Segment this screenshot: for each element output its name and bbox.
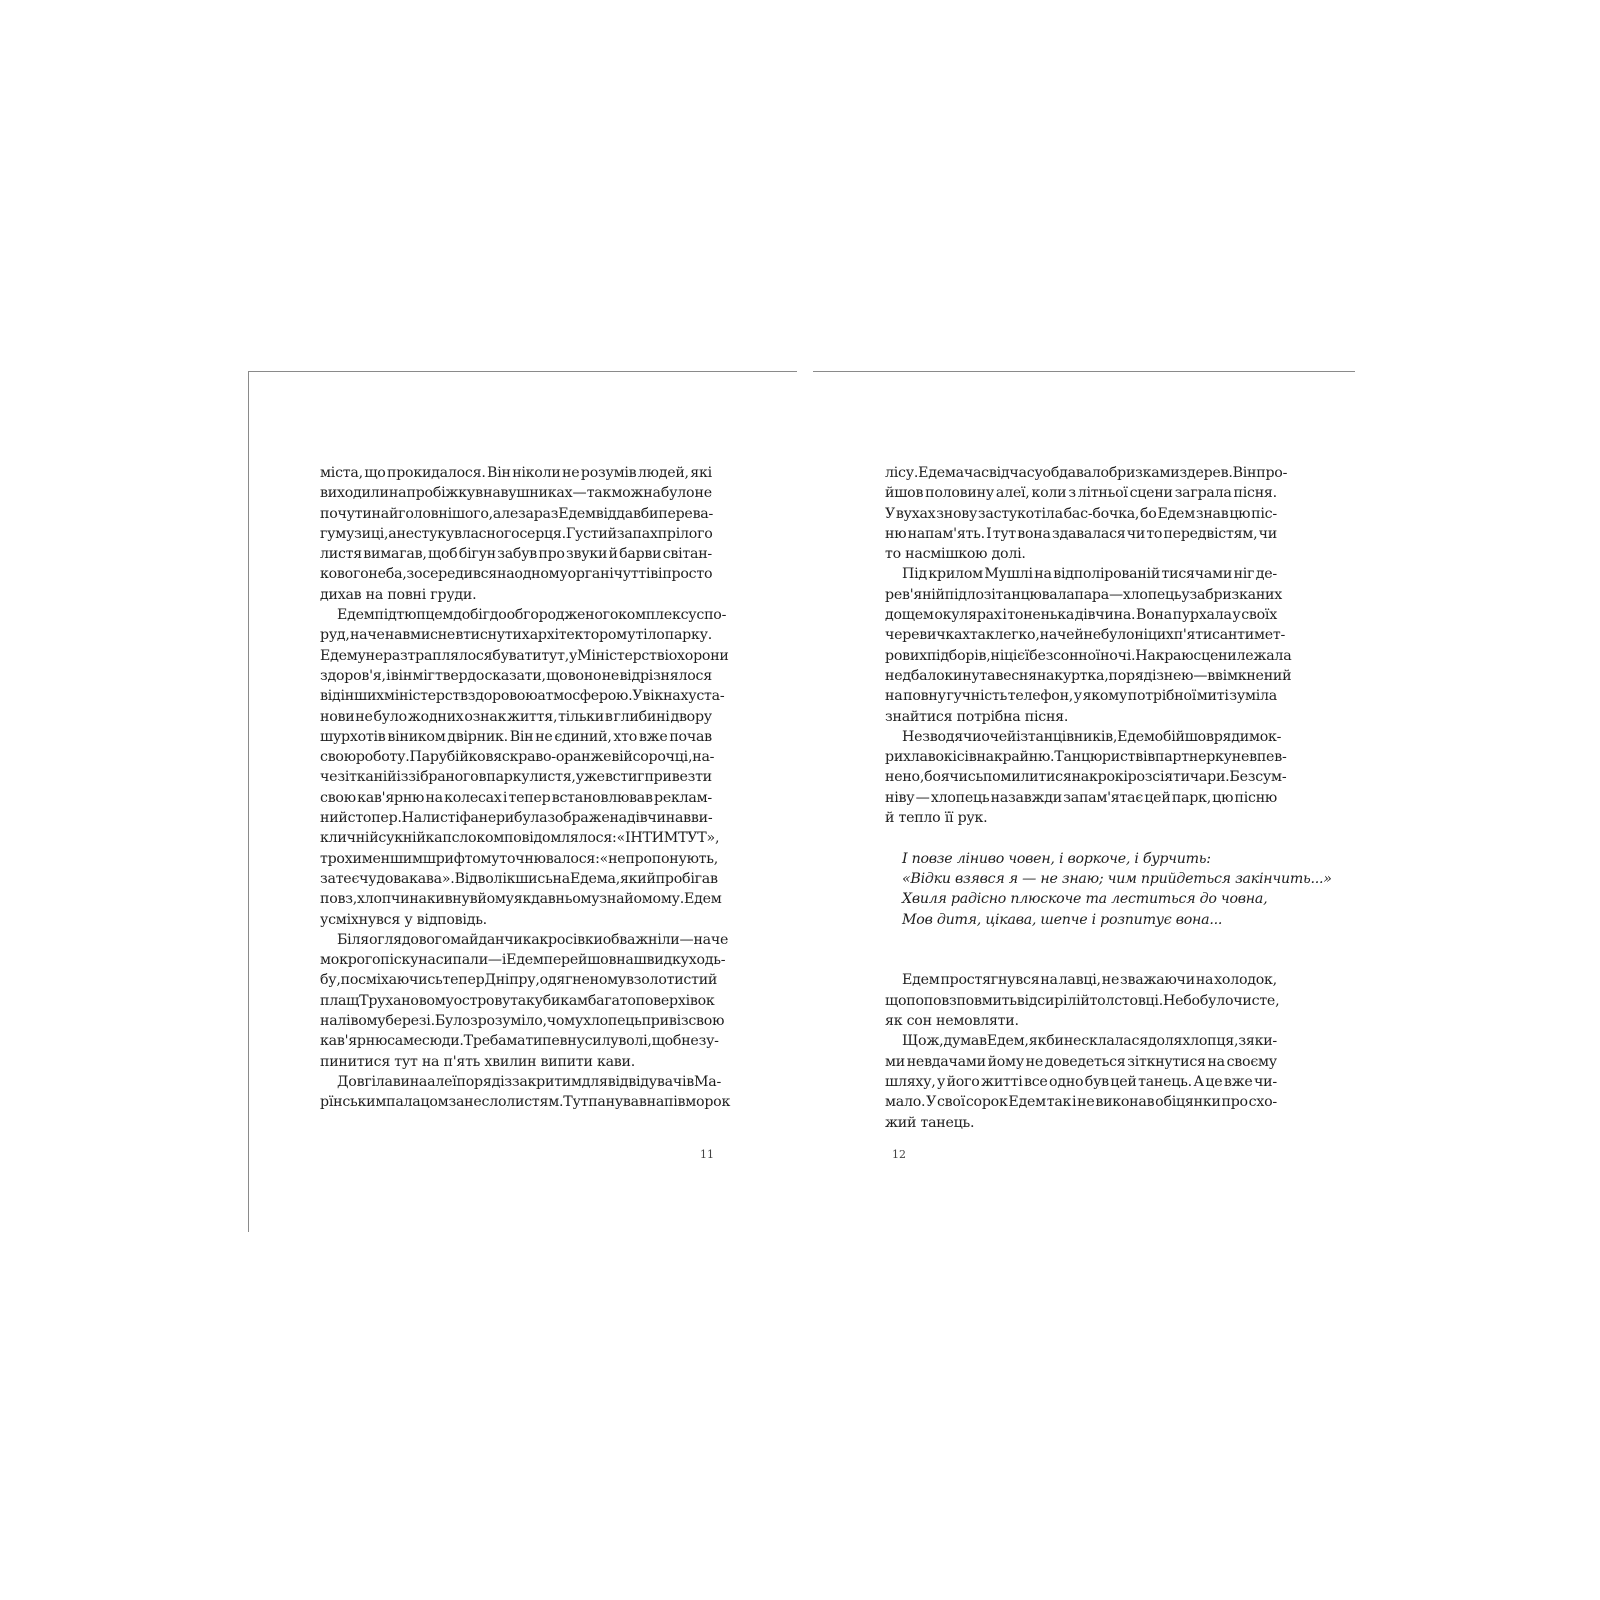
text-line: Під крилом Мушлі на відполірованій тисячами ніг де- — [902, 566, 1277, 583]
text-line: лісу. Едема час від часу обдавало бризками з дерев. Він про- — [885, 465, 1288, 481]
right-text-after-poem — [885, 970, 1280, 1132]
text-line: йшов половину алеї, коли з літньої сцени заграла пісня. — [885, 485, 1277, 502]
text-line: повз, хлопчина кивнув йому як давньому знайомому. Едем — [320, 891, 722, 908]
text-line: мало. У свої сорок Едем так і не виконав обіцянки про схо- — [885, 1094, 1277, 1111]
text-line: Біля оглядового майданчика кросівки обважніли — наче — [337, 931, 729, 948]
poem-line: Мов дитя, цікава, шепче і розпитує вона... — [902, 911, 1223, 928]
page-number-right: 12 — [892, 1148, 906, 1161]
text-line: нено, боячись помилитися на крок і розсіяти чари. Без сум- — [885, 769, 1287, 786]
text-line: черевичках так легко, наче й не було ні цих п'ятисантимет- — [885, 627, 1286, 644]
text-line: Едем простягнувся на лавці, не зважаючи на холодок, — [902, 972, 1277, 989]
page-number-left: 11 — [700, 1148, 714, 1161]
text-line: ню напам'ять. І тут вона здавалася чи то передвістям, чи — [885, 525, 1277, 542]
text-line: Едем підтюпцем добіг до обгородженого комплексу спо- — [337, 607, 727, 624]
text-line: від інших міністерств здоровою атмосферою. У вікнах уста- — [320, 688, 725, 705]
poem-line: Хвиля радісно плюскоче та леститься до човна, — [902, 891, 1268, 908]
text-line: виходили на пробіжку в навушниках — так можна було не — [320, 485, 712, 502]
poem-line: І повзе ліниво човен, і воркоче, і бурчить: — [902, 850, 1211, 867]
poem-line: «Відки взявся я — не знаю; чим прийдеться закінчить...» — [902, 870, 1332, 887]
text-line: міста, що прокидалося. Він ніколи не розумів людей, які — [320, 465, 712, 481]
text-line: що поповз по вмить відсирілій толстовці. Небо було чисте, — [885, 992, 1280, 1009]
text-line: усміхнувся у відповідь. — [320, 911, 487, 928]
stanza-gap — [885, 930, 1277, 950]
text-line: на лівому березі. Було зрозуміло, чому хлопець привіз свою — [320, 1013, 725, 1030]
text-line: руд, наче навмисне втиснутих архітектором у тіло парку. — [320, 627, 712, 644]
text-line: гу музиці, а не стуку власного серця. Густий запах прілого — [320, 525, 713, 542]
text-line: трохи меншим шрифтом уточнювалося: «не пропонують, — [320, 850, 719, 867]
left-page-text — [320, 463, 731, 1113]
text-line: знайтися потрібна пісня. — [885, 708, 1069, 725]
text-line: недбало кинута весняна куртка, поряд із нею — ввімкнений — [885, 667, 1292, 684]
text-line: дощем окулярах і тоненька дівчина. Вона пурхала у своїх — [885, 607, 1277, 624]
text-line: кличній сукні й капслоком повідомлялося: «ІНТИМ ТУТ», — [320, 830, 720, 847]
text-line: ний стопер. На листі фанери була зображена дівчина в ви- — [320, 810, 713, 827]
text-line: рових підборів, ні цієї безсонної ночі. На краю сцени лежала — [885, 647, 1292, 664]
text-line: здоров'я, і він міг твердо сказати, що воно не відрізнялося — [320, 667, 712, 684]
text-line: ми невдачами йому не доведеться зіткнутися на своєму — [885, 1053, 1277, 1070]
text-line: рїнським палацом занесло листям. Тут панував напівморок — [320, 1094, 731, 1111]
text-line: свою кав'ярню на колесах і тепер встановлював реклам- — [320, 789, 712, 806]
text-line: дихав на повні груди. — [320, 586, 477, 603]
text-line: рих лавок і сів на крайню. Танцюрист вів партнерку невпев- — [885, 749, 1287, 766]
stanza-gap — [885, 950, 1277, 970]
text-line: ніву — хлопець назавжди запам'ятає цей парк, цю пісню — [885, 789, 1277, 806]
right-text-before-poem — [885, 463, 1292, 828]
text-line: плащ Трухановому острову та кубикам багатоповерхівок — [320, 992, 715, 1009]
stanza-gap — [885, 828, 1277, 848]
text-line: шляху, у його житті все одно був цей танець. А це вже чи- — [885, 1073, 1277, 1090]
text-line: кового неба, зосередився на одному органі чуттів і просто — [320, 566, 713, 583]
text-line: зате є чудова кава». Відволікшись на Едема, який пробігав — [320, 870, 718, 887]
text-line: свою роботу. Парубійко в яскраво-оранжевій сорочці, на- — [320, 749, 715, 766]
text-line: листя вимагав, щоб бігун забув про звуки й барви світан- — [320, 546, 712, 563]
text-line: шурхотів віником двірник. Він не єдиний, хто вже почав — [320, 728, 712, 745]
text-line: че зітканій із зібраного в парку листя, уже встиг привезти — [320, 769, 712, 786]
text-line: Що ж, думав Едем, як би не склалася доля хлопця, з яки- — [902, 1033, 1277, 1050]
text-line: нови не було жодних ознак життя, тільки в глибині двору — [320, 708, 712, 725]
text-line: почути найголовнішого, але зараз Едем віддав би перева- — [320, 505, 714, 522]
text-line: кав'ярню саме сюди. Треба мати певну силу волі, щоб не зу- — [320, 1033, 719, 1050]
text-line: то насмішкою долі. — [885, 546, 1026, 563]
text-line: жий танець. — [885, 1114, 975, 1131]
text-line: бу, посміхаючись тепер Дніпру, одягненому в золотистий — [320, 972, 718, 989]
text-line: рев'яній підлозі танцювала пара — хлопець у забризканих — [885, 586, 1283, 603]
poem-block — [885, 849, 1332, 930]
text-line: й тепло її рук. — [885, 810, 988, 827]
right-page-text — [885, 463, 1332, 1133]
text-line: на повну гучність телефон, у якому потрібної миті зуміла — [885, 688, 1277, 705]
text-line: Не зводячи очей із танцівників, Едем обійшов ряди мок- — [902, 728, 1282, 745]
text-line: як сон немовляти. — [885, 1013, 1019, 1030]
text-line: пинитися тут на п'ять хвилин випити кави. — [320, 1053, 635, 1070]
text-line: Едему не раз траплялося бувати тут, у Міністерстві охорони — [320, 647, 729, 664]
text-line: Довгі лави на алеї поряд із закритим для відвідувачів Ма- — [337, 1073, 722, 1090]
text-line: мокрого піску насипали — і Едем перейшов на швидку ходь- — [320, 952, 726, 969]
text-line: У вухах знову застукотіла бас-бочка, бо Едем знав цю піс- — [885, 505, 1277, 522]
